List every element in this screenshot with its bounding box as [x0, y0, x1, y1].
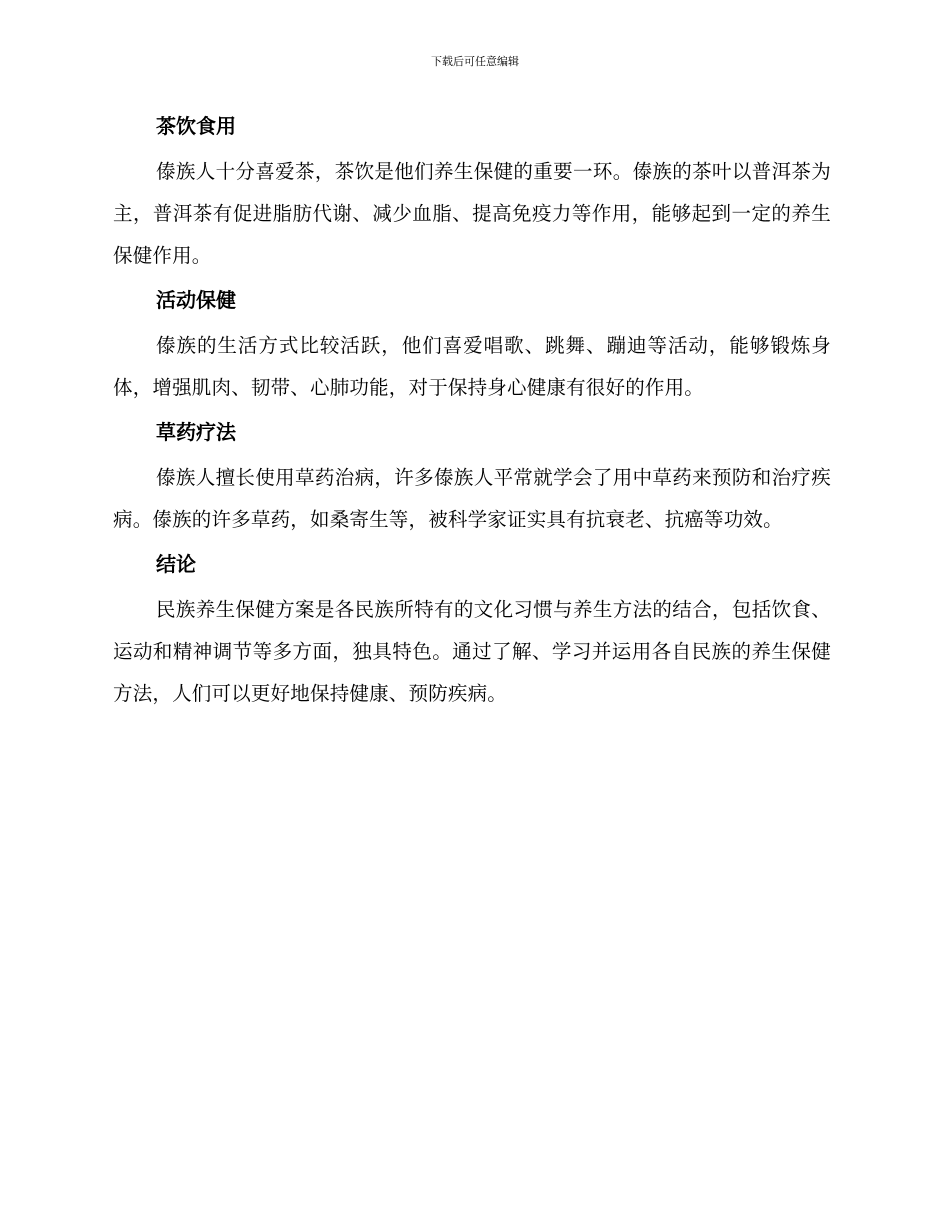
section-paragraph: 傣族的生活方式比较活跃，他们喜爱唱歌、跳舞、蹦迪等活动，能够锻炼身体，增强肌肉、韧带、心肺功能，对于保持身心健康有很好的作用。 — [113, 334, 831, 399]
section-herbal-therapy — [113, 417, 831, 541]
page-header: 下载后可任意编辑 — [431, 55, 519, 68]
section-conclusion — [113, 549, 831, 715]
section-paragraph: 傣族人擅长使用草药治病，许多傣族人平常就学会了用中草药来预防和治疗疾病。傣族的许多草药，如桑寄生等，被科学家证实具有抗衰老、抗癌等功效。 — [113, 466, 831, 531]
section-paragraph: 民族养生保健方案是各民族所特有的文化习惯与养生方法的结合，包括饮食、运动和精神调节等多方面，独具特色。通过了解、学习并运用各自民族的养生保健方法，人们可以更好地保持健康、预防疾病。 — [113, 598, 831, 705]
document-body — [113, 111, 831, 723]
section-tea-drinking — [113, 111, 831, 277]
section-title: 草药疗法 — [156, 420, 236, 444]
section-title: 活动保健 — [156, 288, 236, 312]
section-paragraph: 傣族人十分喜爱茶，茶饮是他们养生保健的重要一环。傣族的茶叶以普洱茶为主，普洱茶有促进脂肪代谢、减少血脂、提高免疫力等作用，能够起到一定的养生保健作用。 — [113, 160, 831, 267]
section-title: 茶饮食用 — [156, 114, 236, 138]
section-activity-health — [113, 285, 831, 409]
section-title: 结论 — [156, 552, 196, 576]
